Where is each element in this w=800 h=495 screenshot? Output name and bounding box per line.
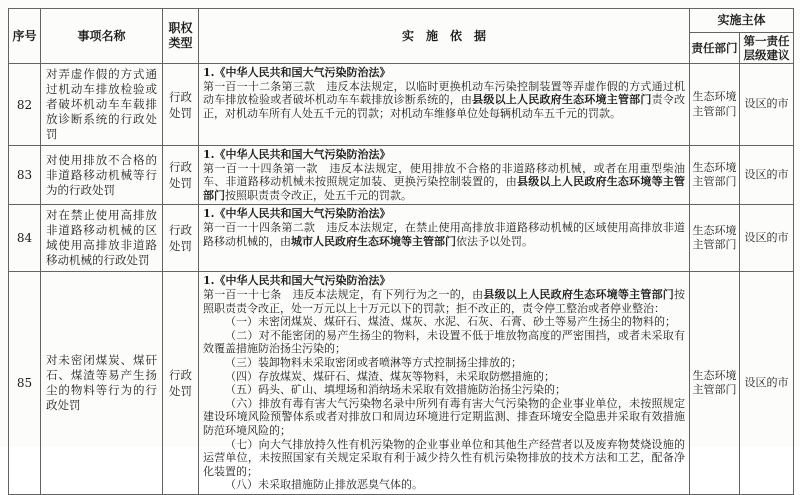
basis-paragraph: 1.《中华人民共和国大气污染防治法》 xyxy=(203,274,391,288)
row-authority-type: 行政处罚 xyxy=(163,64,199,146)
basis-paragraph: （四）存放煤炭、煤矸石、煤渣、煤灰等物料，未采取防燃措施的； xyxy=(225,369,555,383)
header-implementation-basis: 实 施 依 据 xyxy=(199,9,690,64)
basis-paragraph: 1.《中华人民共和国大气污染防治法》 xyxy=(203,148,391,161)
header-item-name: 事项名称 xyxy=(41,9,163,64)
basis-paragraph: （八）未采取措施防止排放恶臭气体的。 xyxy=(225,478,423,492)
row-seq-number: 84 xyxy=(9,205,41,272)
basis-paragraph: 1.《中华人民共和国大气污染防治法》 xyxy=(203,207,391,221)
row-authority-type: 行政处罚 xyxy=(163,272,199,495)
table-row xyxy=(9,272,794,495)
row-seq-number: 85 xyxy=(9,272,41,495)
row-seq-number: 82 xyxy=(9,64,41,146)
row-responsibility-level: 设区的市 xyxy=(740,146,794,205)
row-responsibility-level: 设区的市 xyxy=(740,64,794,146)
row-responsibility-level: 设区的市 xyxy=(740,205,794,272)
basis-paragraph: 第一百一十四条第一款 违反本法规定，使用排放不合格的非道路移动机械，或者在用重型柴油车、非道路移动机械未按照规定加装、更换污染控制装置的，由县级以上人民政府生态环境等主管部门按照职责责令改正，处五千元的罚款。 xyxy=(203,161,685,202)
row-item-name: 对未密闭煤炭、煤矸石、煤渣等易产生扬尘的物料等行为的行政处罚 xyxy=(41,272,163,495)
table-row xyxy=(9,64,794,146)
basis-paragraph: 第一百一十四条第二款 违反本法规定，在禁止使用高排放非道路移动机械的区域使用高排放非道路移动机械的，由城市人民政府生态环境等主管部门依法予以处罚。 xyxy=(203,220,685,248)
row-responsible-dept: 生态环境主管部门 xyxy=(690,272,740,495)
basis-paragraph: 第一百一十七条 违反本法规定，有下列行为之一的，由县级以上人民政府生态环境等主管部门按照职责责令改正，处一万元以上十万元以下的罚款；拒不改正的，责令停工整治或者停业整治： xyxy=(203,287,686,315)
basis-paragraph: 第一百一十二条第三款 违反本法规定，以临时更换机动车污染控制装置等弄虚作假的方式通过机动车排放检验或者破坏机动车车载排放诊断系统的，由县级以上人民政府生态环境主管部门责令改正，对机动车所有人处五千元的罚款；对机动车维修单位处每辆机动车五千元的罚款。 xyxy=(203,79,686,120)
basis-paragraph: （三）装卸物料未采取密闭或者喷淋等方式控制扬尘排放的； xyxy=(225,355,522,369)
row-seq-number: 83 xyxy=(9,146,41,205)
row-authority-type: 行政处罚 xyxy=(163,146,199,205)
row-responsible-dept: 生态环境主管部门 xyxy=(690,146,740,205)
header-responsible-dept: 责任部门 xyxy=(690,33,740,64)
row-implementation-basis xyxy=(199,205,690,272)
row-authority-type: 行政处罚 xyxy=(163,205,199,272)
basis-paragraph: （五）码头、矿山、填埋场和消纳场未采取有效措施防治扬尘污染的； xyxy=(225,383,566,397)
basis-paragraph: （六）排放有毒有害大气污染物名录中所列有毒有害大气污染物的企业事业单位，未按照规定建设环境风险预警体系或者对排放口和周边环境进行定期监测、排查环境安全隐患并采取有效措施防范环境风险的； xyxy=(203,396,685,437)
basis-paragraph: （七）向大气排放持久性有机污染物的企业事业单位和其他生产经营者以及废弃物焚烧设施的运营单位，未按照国家有关规定采取有利于减少持久性有机污染物排放的技术方法和工艺，配备净化装置的； xyxy=(203,437,685,478)
header-seq: 序号 xyxy=(9,9,41,64)
header-first-responsibility-level: 第一责任层级建议 xyxy=(740,33,794,64)
row-item-name: 对使用排放不合格的非道路移动机械等行为的行政处罚 xyxy=(41,146,163,205)
row-responsibility-level: 设区的市 xyxy=(740,272,794,495)
header-implementation-subject: 实施主体 xyxy=(690,9,794,33)
table-body xyxy=(9,64,794,495)
table-row xyxy=(9,146,794,205)
row-implementation-basis xyxy=(199,64,690,146)
header-authority-type: 职权类型 xyxy=(163,9,199,64)
row-implementation-basis xyxy=(199,146,690,205)
table-row xyxy=(9,205,794,272)
row-item-name: 对在禁止使用高排放非道路移动机械的区域使用高排放非道路移动机械的行政处罚 xyxy=(41,205,163,272)
basis-paragraph: 1.《中华人民共和国大气污染防治法》 xyxy=(203,66,391,79)
row-responsible-dept: 生态环境主管部门 xyxy=(690,205,740,272)
row-responsible-dept: 生态环境主管部门 xyxy=(690,64,740,146)
table-header xyxy=(9,9,794,64)
authority-matrix-table xyxy=(8,8,794,495)
row-implementation-basis xyxy=(199,272,690,495)
row-item-name: 对弄虚作假的方式通过机动车排放检验或者破坏机动车车载排放诊断系统的行政处罚 xyxy=(41,64,163,146)
basis-paragraph: （二）对不能密闭的易产生扬尘的物料，未设置不低于堆放物高度的严密围挡，或者未采取有效覆盖措施防治扬尘污染的； xyxy=(203,328,685,356)
basis-paragraph: （一）未密闭煤炭、煤矸石、煤渣、煤灰、水泥、石灰、石膏、砂土等易产生扬尘的物料的； xyxy=(225,315,676,329)
